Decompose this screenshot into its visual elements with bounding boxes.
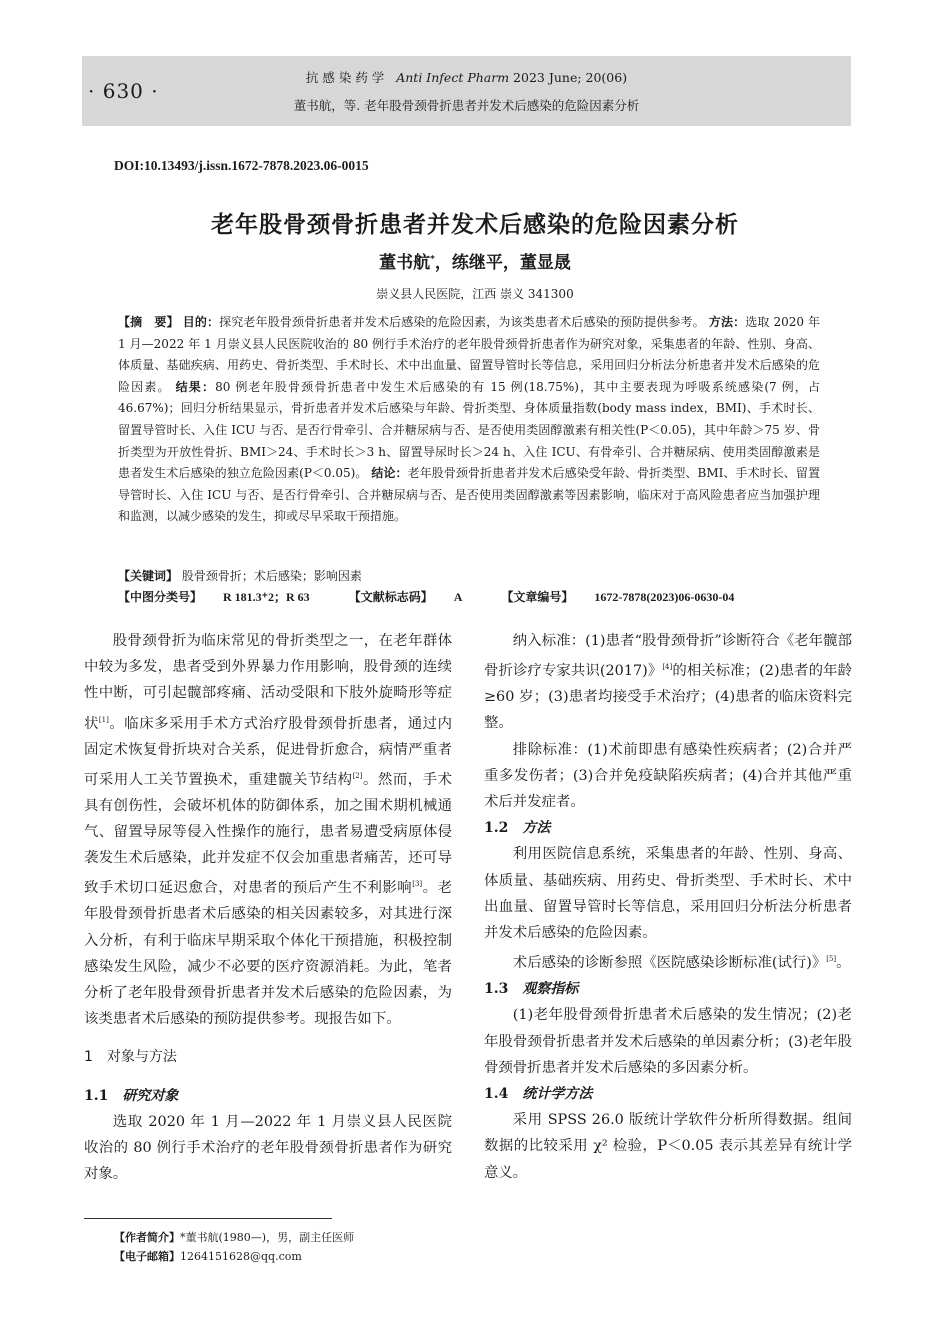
subsection-heading — [84, 1083, 452, 1109]
citation: [4] — [662, 663, 673, 672]
paragraph: (1)老年股骨颈骨折患者术后感染的发生情况；(2)老年股骨颈骨折患者并发术后感染的单因素分析；(3)老年股骨颈骨折患者并发术后感染的多因素分析。 — [484, 1007, 852, 1076]
running-header — [82, 56, 851, 126]
author-first: 董书航 — [379, 253, 431, 273]
citation: [2] — [352, 771, 363, 780]
doi: DOI:10.13493/j.issn.1672-7878.2023.06-0015 — [114, 158, 369, 173]
keywords-text: 股骨颈骨折；术后感染；影响因素 — [181, 569, 362, 583]
author-note-text: *董书航(1980—)，男，副主任医师 — [180, 1231, 355, 1244]
intro-text: 。老年股骨颈骨折患者术后感染的相关因素较多，对其进行深入分析，有利于临床早期采取个体化干预措施，积极控制感染发生风险，减少不必要的医疗资源消耗。为此，笔者分析了老年股骨颈骨折患者并发术后感染的危险因素，为该类患者术后感染的预防提供参考。现报告如下。 — [84, 880, 452, 1028]
author-note — [114, 1228, 354, 1247]
subsection-title: 统计学方法 — [522, 1086, 593, 1103]
doc-field — [349, 590, 481, 604]
doc-value: A — [453, 590, 463, 604]
section-heading: 1 对象与方法 — [84, 1049, 177, 1066]
subsection-number: 1.2 — [484, 820, 509, 837]
inclusion-paragraph — [484, 628, 852, 737]
subsection-heading — [484, 1081, 852, 1107]
journal-name-en: Anti Infect Pharm — [396, 70, 510, 85]
paragraph: 选取 2020 年 1 月—2022 年 1 月崇义县人民医院收治的 80 例行手术治疗的老年股骨颈骨折患者作为研究对象。 — [84, 1113, 452, 1183]
footnote — [114, 1228, 354, 1266]
inclusion-text: 的相关标准；(2)患者的年龄≥60 岁；(3)患者均接受手术治疗；(4)患者的临床资料完整。 — [484, 663, 852, 732]
exclusion-paragraph: 排除标准：(1)术前即患有感染性疾病者；(2)合并严重多发伤者；(3)合并免疫缺陷疾病者；(4)合并其他严重术后并发症者。 — [484, 741, 852, 811]
paragraph — [484, 946, 852, 976]
subsection-heading — [484, 815, 852, 841]
email-text: 1264151628@qq.com — [180, 1250, 302, 1263]
methods-text: 选取 2020 年 1 月—2022 年 1 月崇义县人民医院收治的 80 例行手术治疗的老年股骨颈骨折患者作为研究对象，采集患者的年龄、性别、身高、体质量、基础疾病、用药史、骨折类型、手术时长、术中出血量、留置导管时长等信息，采用回归分析法分析患者并发术后感染的危险因素。 — [118, 315, 820, 394]
email-note — [114, 1247, 354, 1266]
citation: [3] — [412, 880, 423, 889]
authors — [0, 248, 950, 273]
right-column — [484, 628, 852, 1186]
keywords — [118, 566, 820, 586]
paragraph: 采用 SPSS 26.0 版统计学软件分析所得数据。组间数据的比较采用 χ² 检验，P＜0.05 表示其差异有统计学意义。 — [484, 1112, 852, 1181]
footnote-rule — [84, 1218, 332, 1219]
intro-paragraph — [84, 628, 452, 1032]
corresponding-mark: * — [430, 254, 435, 265]
subsection-number: 1.3 — [484, 981, 509, 998]
subsection-title: 方法 — [522, 820, 551, 837]
citation: [5] — [826, 955, 837, 964]
journal-line — [82, 68, 851, 86]
diagnosis-text: 术后感染的诊断参照《医院感染诊断标准(试行)》 — [512, 955, 827, 972]
results-label: 结果： — [175, 379, 216, 394]
subsection-title: 研究对象 — [122, 1087, 179, 1104]
clc-value: R 181.3⁺2；R 63 — [223, 590, 310, 604]
objective-label: 目的： — [182, 315, 220, 329]
art-value: 1672-7878(2023)06-0630-04 — [594, 590, 735, 604]
keywords-label: 【关键词】 — [118, 569, 179, 583]
affiliation: 崇义县人民医院，江西 崇义 341300 — [376, 287, 574, 301]
clc-field — [118, 590, 328, 604]
subsection-number: 1.1 — [84, 1087, 109, 1104]
page-number: · 630 · — [88, 79, 159, 103]
author-rest: ，练继平，董显晟 — [434, 253, 571, 273]
conclusion-label: 结论： — [371, 466, 408, 481]
running-title: 董书航，等. 老年股骨颈骨折患者并发术后感染的危险因素分析 — [293, 98, 640, 113]
journal-issue: 2023 June; 20(06) — [513, 70, 628, 85]
subsection-number: 1.4 — [484, 1086, 509, 1103]
intro-text: 。临床多采用手术方式治疗股骨颈骨折患者，通过内固定术恢复骨折块对合关系，促进骨折愈合，病情严重者可采用人工关节置换术，重建髋关节结构 — [84, 715, 452, 788]
author-note-label: 【作者简介】 — [114, 1231, 180, 1244]
clc-label: 【中图分类号】 — [118, 590, 203, 604]
classification — [118, 587, 820, 607]
left-column — [84, 628, 452, 1187]
paragraph: 利用医院信息系统，采集患者的年龄、性别、身高、体质量、基础疾病、用药史、骨折类型、手术时长、术中出血量、留置导管时长等信息，采用回归分析法分析患者并发术后感染的危险因素。 — [484, 846, 852, 942]
intro-text: 。然而，手术具有创伤性，会破坏机体的防御体系，加之围术期机械通气、留置导尿等侵入性操作的施行，患者易遭受病原体侵袭发生术后感染，此并发症不仅会加重患者痛苦，还可导致手术切口延迟愈合，对患者的预后产生不利影响 — [84, 771, 452, 897]
art-field — [501, 590, 752, 604]
article-title: 老年股骨颈骨折患者并发术后感染的危险因素分析 — [211, 212, 739, 238]
subsection-title: 观察指标 — [522, 981, 579, 998]
journal-name-cn: 抗 感 染 药 学 — [305, 70, 385, 85]
citation: [1] — [98, 715, 109, 724]
objective-text: 探究老年股骨颈骨折患者并发术后感染的危险因素，为该类患者术后感染的预防提供参考。 — [219, 315, 705, 329]
abstract — [118, 312, 820, 528]
conclusion-text: 老年股骨颈骨折患者并发术后感染受年龄、骨折类型、BMI、手术时长、留置导管时长、入住 ICU 与否、是否行骨牵引、合并糖尿病与否、是否使用类固醇激素等因素影响，临床对于高风险患者应当加强护理和监测，以减少感染的发生，抑或尽早采取干预措施。 — [118, 466, 820, 524]
abstract-label: 【摘 要】 — [118, 315, 179, 329]
subsection-heading — [484, 976, 852, 1002]
doc-label: 【文献标志码】 — [348, 590, 433, 604]
results-text: 80 例老年股骨颈骨折患者中发生术后感染的有 15 例(18.75%)，其中主要表现为呼吸系统感染(7 例，占 46.67%)；回归分析结果显示，骨折患者并发术后感染与年龄、骨折类型、身体质量指数(body mass index，BMI)、手术时长、留置导管时长、入住 ICU 与否、是否行骨牵引、合并糖尿病与否、是否使用类固醇激素有相关性(P＜0.05)，其中年龄＞75 岁、骨折类型为开放性骨折、BMI＞24、手术时长＞3 h、留置导尿时长＞24 h、入住 ICU、有骨牵引、合并糖尿病、使用类固醇激素是患者发生术后感染的独立危险因素(P＜0.05)。 — [118, 379, 820, 481]
diagnosis-text: 。 — [836, 955, 851, 972]
art-label: 【文章编号】 — [501, 590, 574, 604]
methods-label: 方法： — [708, 315, 746, 329]
inclusion-text: 纳入标准：(1)患者“股骨颈骨折”诊断符合《老年髋部骨折诊疗专家共识(2017)》 — [484, 633, 852, 679]
email-label: 【电子邮箱】 — [114, 1250, 180, 1263]
intro-text: 股骨颈骨折为临床常见的骨折类型之一，在老年群体中较为多发，患者受到外界暴力作用影响，股骨颈的连续性中断，可引起髋部疼痛、活动受限和下肢外旋畸形等症状 — [84, 633, 452, 732]
